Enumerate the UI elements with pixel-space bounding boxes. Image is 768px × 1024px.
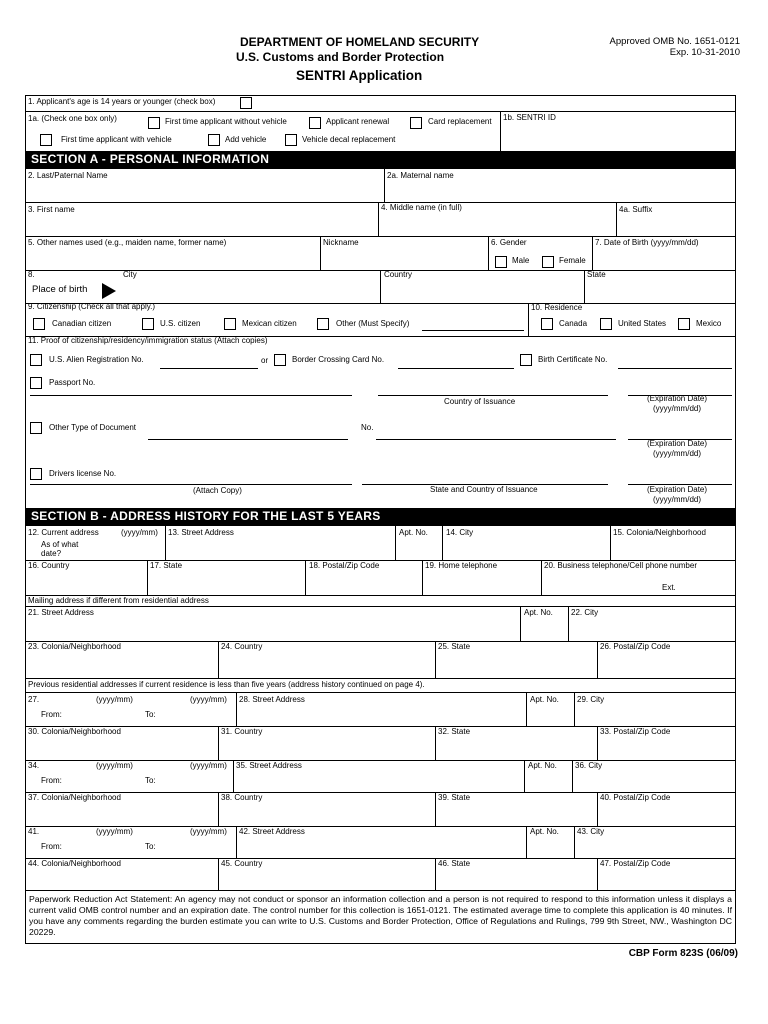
other-document-field[interactable]	[148, 439, 348, 440]
dob-label: 7. Date of Birth (yyyy/mm/dd)	[595, 238, 699, 247]
check-one-label: 1a. (Check one box only)	[28, 114, 117, 123]
other-expiration-label: (Expiration Date)	[647, 439, 708, 448]
street-35-label: 35. Street Address	[236, 761, 302, 770]
passport-field[interactable]	[30, 395, 352, 396]
from-34-format: (yyyy/mm)	[96, 761, 133, 770]
street-13-label: 13. Street Address	[168, 528, 234, 537]
other-document-number-field[interactable]	[376, 439, 616, 440]
other-citizenship-field[interactable]	[422, 330, 524, 331]
section-b-header: SECTION B - ADDRESS HISTORY FOR THE LAST 5 YEARS	[25, 508, 736, 526]
city-14-label: 14. City	[446, 528, 474, 537]
arrow-right-icon	[102, 283, 116, 299]
form-number: CBP Form 823S (06/09)	[628, 948, 738, 959]
state-32-label: 32. State	[438, 727, 471, 736]
mailing-address-label: Mailing address if different from residential address	[28, 596, 209, 605]
apt-21-label: Apt. No.	[524, 608, 553, 617]
border-crossing-label: Border Crossing Card No.	[292, 355, 385, 364]
agency-heading: U.S. Customs and Border Protection	[236, 50, 445, 64]
other-document-checkbox[interactable]	[30, 422, 42, 434]
street-42-label: 42. Street Address	[239, 827, 305, 836]
female-checkbox[interactable]	[542, 256, 554, 268]
city-label: City	[123, 270, 137, 279]
from-41-label: From:	[41, 842, 62, 851]
first-time-without-vehicle-checkbox[interactable]	[148, 117, 160, 129]
citizenship-label: 9. Citizenship (Check all that apply.)	[28, 302, 156, 311]
city-22-label: 22. City	[571, 608, 599, 617]
country-label: Country	[384, 270, 413, 279]
alien-registration-checkbox[interactable]	[30, 354, 42, 366]
apt-35-label: Apt. No.	[528, 761, 557, 770]
residence-label: 10. Residence	[531, 303, 583, 312]
from-41-format: (yyyy/mm)	[96, 827, 133, 836]
field-41-number: 41.	[28, 827, 40, 836]
add-vehicle-label: Add vehicle	[225, 135, 267, 144]
age-question: 1. Applicant's age is 14 years or younger (check box)	[28, 97, 216, 106]
to-41-label: To:	[145, 842, 156, 851]
colonia-37-label: 37. Colonia/Neighborhood	[28, 793, 121, 802]
first-time-with-vehicle-label: First time applicant with vehicle	[61, 135, 172, 144]
from-27-format: (yyyy/mm)	[96, 695, 133, 704]
passport-checkbox[interactable]	[30, 377, 42, 389]
birth-certificate-label: Birth Certificate No.	[538, 355, 608, 364]
nickname-label: Nickname	[323, 238, 359, 247]
apt-28-label: Apt. No.	[530, 695, 559, 704]
other-date-format: (yyyy/mm/dd)	[653, 449, 701, 458]
gender-label: 6. Gender	[491, 238, 527, 247]
male-label: Male	[512, 256, 530, 265]
age-checkbox[interactable]	[240, 97, 252, 109]
state-17-label: 17. State	[150, 561, 183, 570]
home-telephone-label: 19. Home telephone	[425, 561, 498, 570]
decal-replacement-checkbox[interactable]	[285, 134, 297, 146]
date-question-label: date?	[41, 549, 62, 558]
maternal-name-label: 2a. Maternal name	[387, 171, 454, 180]
passport-country-label: Country of Issuance	[444, 397, 516, 406]
page-title: SENTRI Application	[296, 68, 423, 83]
section-a-header: SECTION A - PERSONAL INFORMATION	[25, 151, 736, 169]
other-document-no-label: No.	[361, 423, 374, 432]
residence-canada-checkbox[interactable]	[541, 318, 553, 330]
passport-label: Passport No.	[49, 378, 96, 387]
colonia-30-label: 30. Colonia/Neighborhood	[28, 727, 121, 736]
colonia-15-label: 15. Colonia/Neighborhood	[613, 528, 706, 537]
to-41-format: (yyyy/mm)	[190, 827, 227, 836]
border-crossing-checkbox[interactable]	[274, 354, 286, 366]
paperwork-reduction-statement: Paperwork Reduction Act Statement: An agency may not conduct or sponsor an information collection and a person is not required to respond to this information unless it displays a current valid OMB control number and an expiration date. The control number for this collection is 1651-0121. The estimated average time to complete this application is 40 minutes. If you have any comments regarding the burden estimate you can write to U.S. Customs and Border Protection, Office of Regulations and Rulings, 799 9th Street, NW., Washington DC 20229.	[29, 894, 732, 937]
postal-33-label: 33. Postal/Zip Code	[600, 727, 671, 736]
license-expiration-label: (Expiration Date)	[647, 485, 708, 494]
street-21-label: 21. Street Address	[28, 608, 94, 617]
mexican-citizen-checkbox[interactable]	[224, 318, 236, 330]
passport-country-field[interactable]	[378, 395, 608, 396]
attach-copy-label: (Attach Copy)	[193, 486, 242, 495]
birth-certificate-field[interactable]	[618, 368, 732, 369]
first-time-with-vehicle-checkbox[interactable]	[40, 134, 52, 146]
country-24-label: 24. Country	[221, 642, 263, 651]
country-45-label: 45. Country	[221, 859, 263, 868]
colonia-23-label: 23. Colonia/Neighborhood	[28, 642, 121, 651]
department-heading: DEPARTMENT OF HOMELAND SECURITY	[240, 35, 480, 49]
other-citizen-checkbox[interactable]	[317, 318, 329, 330]
card-replacement-checkbox[interactable]	[410, 117, 422, 129]
to-27-label: To:	[145, 710, 156, 719]
state-25-label: 25. State	[438, 642, 471, 651]
country-38-label: 38. Country	[221, 793, 263, 802]
female-label: Female	[559, 256, 586, 265]
renewal-checkbox[interactable]	[309, 117, 321, 129]
state-46-label: 46. State	[438, 859, 471, 868]
birth-certificate-checkbox[interactable]	[520, 354, 532, 366]
business-telephone-label: 20. Business telephone/Cell phone number	[544, 561, 697, 570]
passport-date-format: (yyyy/mm/dd)	[653, 404, 701, 413]
suffix-label: 4a. Suffix	[619, 205, 653, 214]
postal-47-label: 47. Postal/Zip Code	[600, 859, 671, 868]
canadian-citizen-checkbox[interactable]	[33, 318, 45, 330]
current-address-label: 12. Current address	[28, 528, 99, 537]
first-name-label: 3. First name	[28, 205, 75, 214]
ext-label: Ext.	[662, 583, 676, 592]
add-vehicle-checkbox[interactable]	[208, 134, 220, 146]
border-crossing-field[interactable]	[398, 368, 514, 369]
drivers-license-field[interactable]	[30, 484, 352, 485]
male-checkbox[interactable]	[495, 256, 507, 268]
from-27-label: From:	[41, 710, 62, 719]
first-time-without-vehicle-label: First time applicant without vehicle	[165, 117, 287, 126]
to-27-format: (yyyy/mm)	[190, 695, 227, 704]
expiration-date: Exp. 10-31-2010	[669, 47, 740, 58]
state-39-label: 39. State	[438, 793, 471, 802]
street-28-label: 28. Street Address	[239, 695, 305, 704]
country-31-label: 31. Country	[221, 727, 263, 736]
mexican-citizen-label: Mexican citizen	[242, 319, 297, 328]
canadian-citizen-label: Canadian citizen	[52, 319, 112, 328]
postal-40-label: 40. Postal/Zip Code	[600, 793, 671, 802]
apt-42-label: Apt. No.	[530, 827, 559, 836]
city-43-label: 43. City	[577, 827, 605, 836]
or-label: or	[261, 356, 269, 365]
sentri-id-label: 1b. SENTRI ID	[503, 113, 556, 122]
field-8-number: 8.	[28, 270, 35, 279]
alien-registration-label: U.S. Alien Registration No.	[49, 355, 144, 364]
residence-mexico-checkbox[interactable]	[678, 318, 690, 330]
field-34-number: 34.	[28, 761, 40, 770]
previous-addresses-label: Previous residential addresses if current residence is less than five years (address history continued on page 4).	[28, 680, 425, 689]
colonia-44-label: 44. Colonia/Neighborhood	[28, 859, 121, 868]
card-replacement-label: Card replacement	[428, 117, 492, 126]
as-of-what-label: As of what	[41, 540, 79, 549]
city-36-label: 36. City	[575, 761, 603, 770]
residence-us-label: United States	[618, 319, 667, 328]
from-34-label: From:	[41, 776, 62, 785]
state-label: State	[587, 270, 606, 279]
field-27-number: 27.	[28, 695, 40, 704]
other-document-label: Other Type of Document	[49, 423, 137, 432]
other-citizen-label: Other (Must Specify)	[336, 319, 410, 328]
postal-26-label: 26. Postal/Zip Code	[600, 642, 671, 651]
to-34-format: (yyyy/mm)	[190, 761, 227, 770]
middle-name-label: 4. Middle name (in full)	[381, 203, 462, 212]
drivers-license-checkbox[interactable]	[30, 468, 42, 480]
decal-replacement-label: Vehicle decal replacement	[302, 135, 396, 144]
residence-canada-label: Canada	[559, 319, 588, 328]
renewal-label: Applicant renewal	[326, 117, 390, 126]
city-29-label: 29. City	[577, 695, 605, 704]
apt-13-label: Apt. No.	[399, 528, 428, 537]
place-of-birth-label: Place of birth	[32, 284, 88, 295]
us-citizen-checkbox[interactable]	[142, 318, 154, 330]
country-16-label: 16. Country	[28, 561, 70, 570]
license-state-country-label: State and Country of Issuance	[430, 485, 538, 494]
last-name-label: 2. Last/Paternal Name	[28, 171, 108, 180]
to-34-label: To:	[145, 776, 156, 785]
residence-mexico-label: Mexico	[696, 319, 722, 328]
us-citizen-label: U.S. citizen	[160, 319, 201, 328]
license-date-format: (yyyy/mm/dd)	[653, 495, 701, 504]
passport-expiration-label: (Expiration Date)	[647, 394, 708, 403]
postal-18-label: 18. Postal/Zip Code	[309, 561, 380, 570]
alien-registration-field[interactable]	[160, 368, 258, 369]
drivers-license-label: Drivers license No.	[49, 469, 117, 478]
proof-label: 11. Proof of citizenship/residency/immigration status (Attach copies)	[28, 336, 268, 345]
residence-us-checkbox[interactable]	[600, 318, 612, 330]
omb-number: Approved OMB No. 1651-0121	[609, 36, 740, 47]
other-names-label: 5. Other names used (e.g., maiden name, former name)	[28, 238, 227, 247]
current-date-format: (yyyy/mm)	[121, 528, 158, 537]
